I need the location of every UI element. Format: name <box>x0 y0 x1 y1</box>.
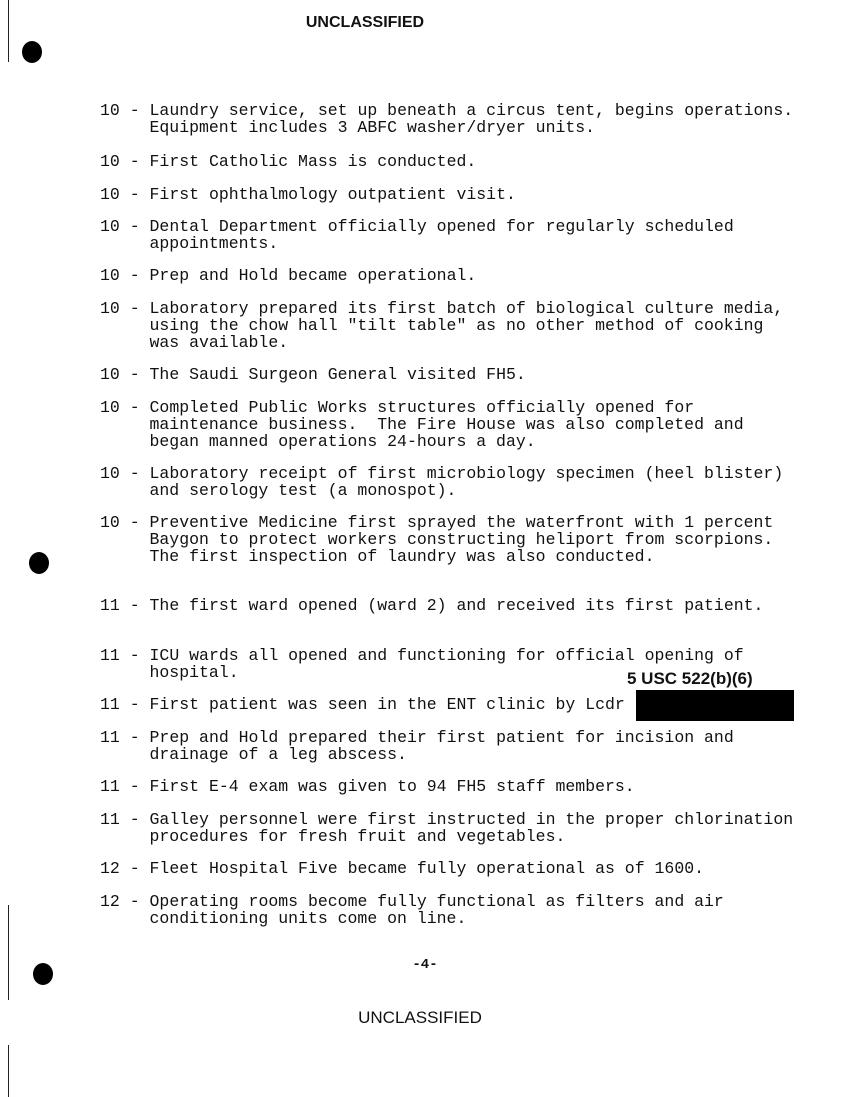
entry-separator: - <box>119 728 150 747</box>
entry-day: 12 <box>100 859 120 878</box>
entry-day: 11 <box>100 728 120 747</box>
entry-text: First ophthalmology outpatient visit. <box>149 185 516 204</box>
chronology-entry <box>100 101 813 137</box>
entry-day: 11 <box>100 777 120 796</box>
entry-separator: - <box>119 646 150 665</box>
entry-separator: - <box>119 365 150 384</box>
entry-text: The first ward opened (ward 2) and received its first patient. <box>149 596 764 615</box>
classification-footer: UNCLASSIFIED <box>358 1008 482 1027</box>
chronology-entry <box>100 219 800 253</box>
entry-day: 10 <box>100 185 120 204</box>
chronology-entry <box>100 187 800 204</box>
chronology-entry <box>100 268 800 285</box>
scan-edge-line <box>8 1045 9 1097</box>
chronology-entry <box>100 779 800 796</box>
chronology-entry <box>100 810 804 846</box>
entry-separator: - <box>119 596 150 615</box>
entry-separator: - <box>119 101 150 120</box>
entry-day: 10 <box>100 101 120 120</box>
entry-separator: - <box>119 266 150 285</box>
entry-text: First Catholic Mass is conducted. <box>149 152 477 171</box>
entry-separator: - <box>119 152 150 171</box>
chronology-list <box>100 0 813 950</box>
entry-text: Galley personnel were first instructed in the proper chlorination procedures for fresh fruit and vegetables. <box>149 810 804 846</box>
entry-day: 10 <box>100 152 120 171</box>
chronology-entry <box>100 400 800 450</box>
entry-text: Prep and Hold prepared their first patient for incision and drainage of a leg abscess. <box>149 728 744 764</box>
chronology-entry <box>100 894 800 928</box>
entry-day: 10 <box>100 299 120 318</box>
chronology-entry <box>100 154 800 171</box>
punch-hole <box>22 41 42 63</box>
classification-header: UNCLASSIFIED <box>305 14 425 31</box>
entry-separator: - <box>119 777 150 796</box>
entry-text: ICU wards all opened and functioning for official opening of hospital. <box>149 646 754 682</box>
punch-hole <box>29 552 49 574</box>
entry-text: Fleet Hospital Five became fully operational as of 1600. <box>149 859 705 878</box>
entry-separator: - <box>119 398 150 417</box>
entry-text: Laboratory receipt of first microbiology specimen (heel blister) and serology test (a monospot). <box>149 464 794 500</box>
entry-separator: - <box>119 892 150 911</box>
chronology-entry <box>100 367 800 384</box>
chronology-entry <box>100 301 800 351</box>
entry-separator: - <box>119 859 150 878</box>
entry-day: 11 <box>100 596 120 615</box>
chronology-entry <box>100 598 800 615</box>
entry-text: Prep and Hold became operational. <box>149 266 477 285</box>
entry-text: Dental Department officially opened for regularly scheduled appointments. <box>149 217 744 253</box>
entry-text: Laundry service, set up beneath a circus tent, begins operations. Equipment includes 3 ABFC washer/dryer units. <box>149 101 813 137</box>
entry-day: 11 <box>100 695 120 714</box>
page-number: -4- <box>412 957 438 973</box>
entry-separator: - <box>119 217 150 236</box>
entry-separator: - <box>119 185 150 204</box>
entry-text: Operating rooms become fully functional as filters and air conditioning units come on line. <box>149 892 734 928</box>
entry-day: 11 <box>100 646 120 665</box>
entry-separator: - <box>119 695 150 714</box>
scan-edge-line <box>8 0 9 62</box>
exemption-label: 5 USC 522(b)(6) <box>627 669 753 688</box>
entry-separator: - <box>119 513 150 532</box>
chronology-entry <box>100 515 800 565</box>
scan-edge-line <box>8 905 9 1000</box>
entry-day: 10 <box>100 398 120 417</box>
entry-text: First E-4 exam was given to 94 FH5 staff members. <box>149 777 635 796</box>
chronology-entry <box>100 466 800 500</box>
entry-separator: - <box>119 299 150 318</box>
entry-day: 10 <box>100 266 120 285</box>
entry-separator: - <box>119 810 150 829</box>
entry-day: 11 <box>100 810 120 829</box>
entry-separator: - <box>119 464 150 483</box>
entry-day: 10 <box>100 513 120 532</box>
chronology-entry <box>100 861 800 878</box>
entry-day: 10 <box>100 217 120 236</box>
chronology-entry <box>100 730 800 764</box>
redaction-box <box>636 690 794 721</box>
entry-day: 12 <box>100 892 120 911</box>
entry-text: The Saudi Surgeon General visited FH5. <box>149 365 526 384</box>
entry-day: 10 <box>100 365 120 384</box>
entry-text: Preventive Medicine first sprayed the waterfront with 1 percent Baygon to protect workers constructing heliport from scorpions. The first inspection of laundry was also conducted. <box>149 513 794 566</box>
entry-day: 10 <box>100 464 120 483</box>
entry-text: Laboratory prepared its first batch of biological culture media, using the chow hall "tilt table" as no other method of cooking was available. <box>149 299 794 352</box>
entry-text: First patient was seen in the ENT clinic by Lcdr <box>149 695 625 714</box>
entry-text: Completed Public Works structures officially opened for maintenance business. The Fire House was also completed and began manned operations 24-hours a day. <box>149 398 754 451</box>
